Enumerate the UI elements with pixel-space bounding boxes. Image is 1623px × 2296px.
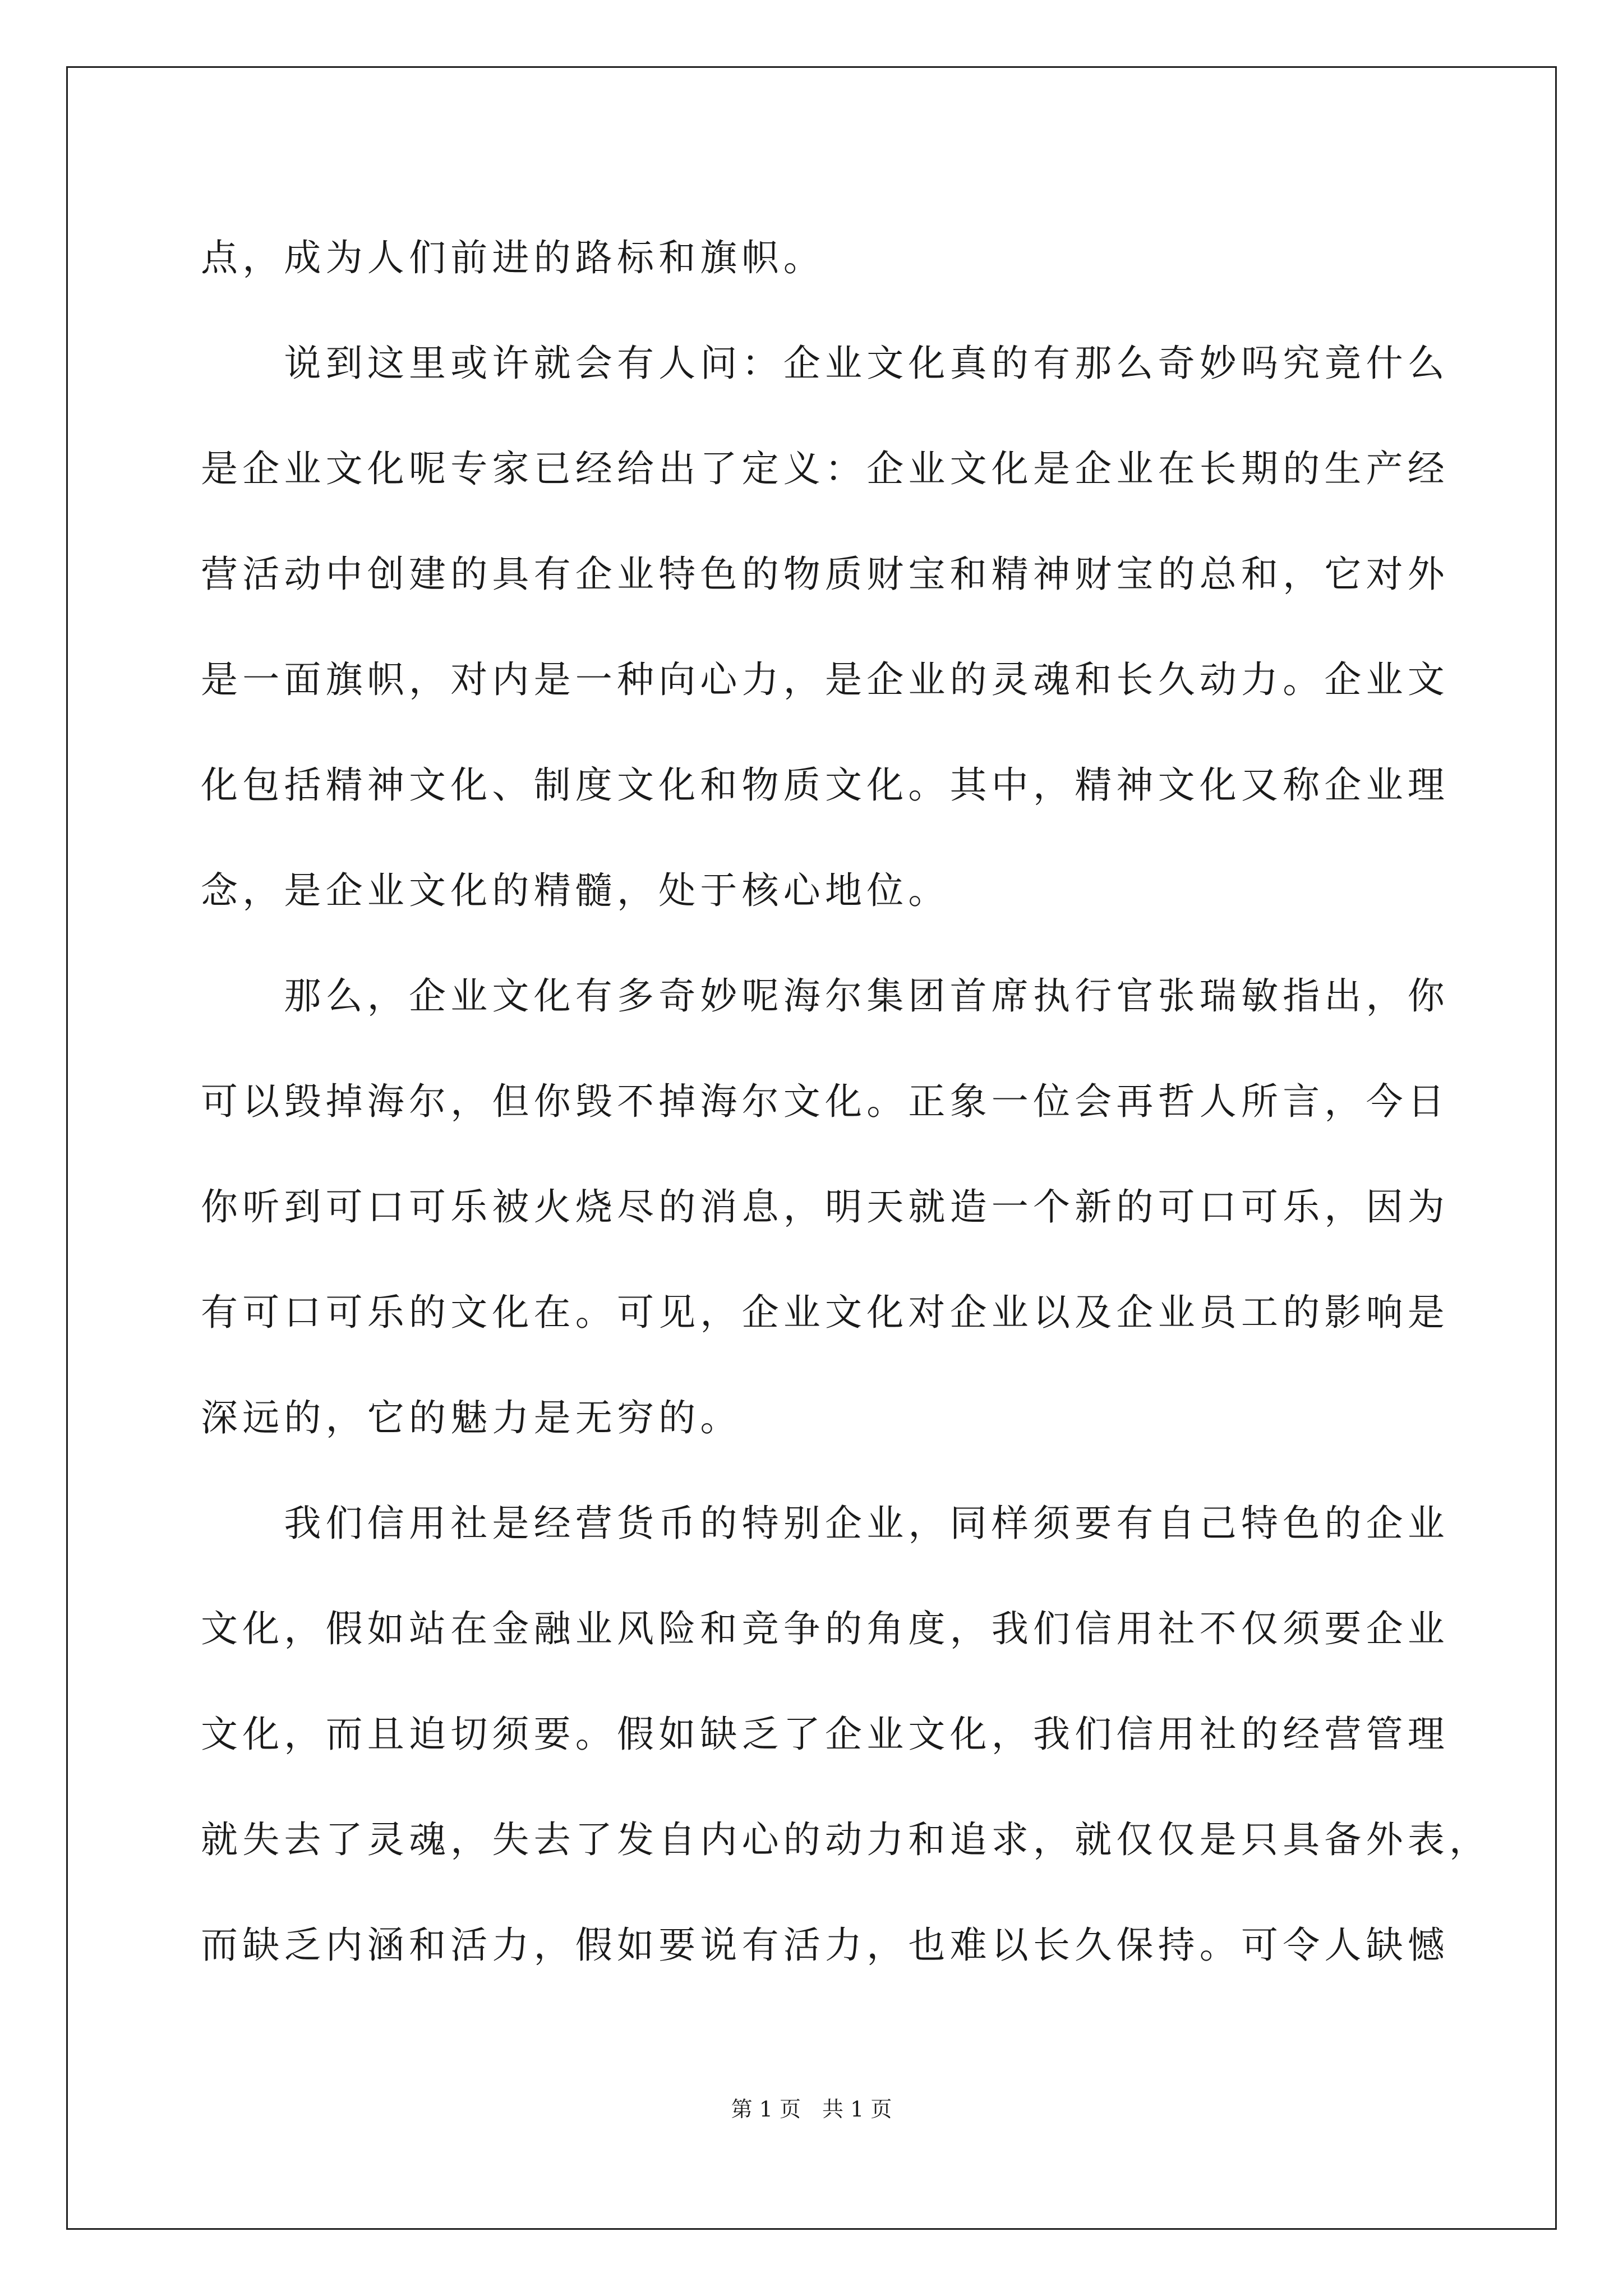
text-line: 说到这里或许就会有人问：企业文化真的有那么奇妙吗究竟什么 bbox=[201, 342, 1449, 385]
text-line: 是一面旗帜，对内是一种向心力，是企业的灵魂和长久动力。企业文 bbox=[201, 658, 1449, 701]
text-line: 你听到可口可乐被火烧尽的消息，明天就造一个新的可口可乐，因为 bbox=[201, 1185, 1449, 1228]
text-line: 那么，企业文化有多奇妙呢海尔集团首席执行官张瑞敏指出，你 bbox=[201, 974, 1449, 1018]
text-line: 化包括精神文化、制度文化和物质文化。其中，精神文化又称企业理 bbox=[201, 763, 1449, 807]
text-line: 而缺乏内涵和活力，假如要说有活力，也难以长久保持。可令人缺憾 bbox=[201, 1924, 1449, 1967]
text-line: 深远的，它的魅力是无穷的。 bbox=[201, 1396, 742, 1439]
document-body bbox=[201, 205, 1491, 1998]
text-line: 是企业文化呢专家已经给出了定义：企业文化是企业在长期的生产经 bbox=[201, 447, 1449, 490]
text-line: 就失去了灵魂，失去了发自内心的动力和追求，就仅仅是只具备外表， bbox=[201, 1818, 1491, 1861]
text-line: 文化，假如站在金融业风险和竞争的角度，我们信用社不仅须要企业 bbox=[201, 1607, 1449, 1650]
text-line: 点，成为人们前进的路标和旗帜。 bbox=[201, 236, 825, 279]
text-line: 文化，而且迫切须要。假如缺乏了企业文化，我们信用社的经营管理 bbox=[201, 1713, 1449, 1756]
text-line: 念，是企业文化的精髓，处于核心地位。 bbox=[201, 869, 950, 912]
text-line: 有可口可乐的文化在。可见，企业文化对企业以及企业员工的影响是 bbox=[201, 1291, 1449, 1334]
text-line: 我们信用社是经营货币的特别企业，同样须要有自己特色的企业 bbox=[201, 1502, 1449, 1545]
text-line: 营活动中创建的具有企业特色的物质财宝和精神财宝的总和，它对外 bbox=[201, 553, 1449, 596]
page-footer: 第 1 页 共 1 页 bbox=[731, 2097, 892, 2122]
text-line: 可以毁掉海尔，但你毁不掉海尔文化。正象一位会再哲人所言，今日 bbox=[201, 1080, 1449, 1123]
